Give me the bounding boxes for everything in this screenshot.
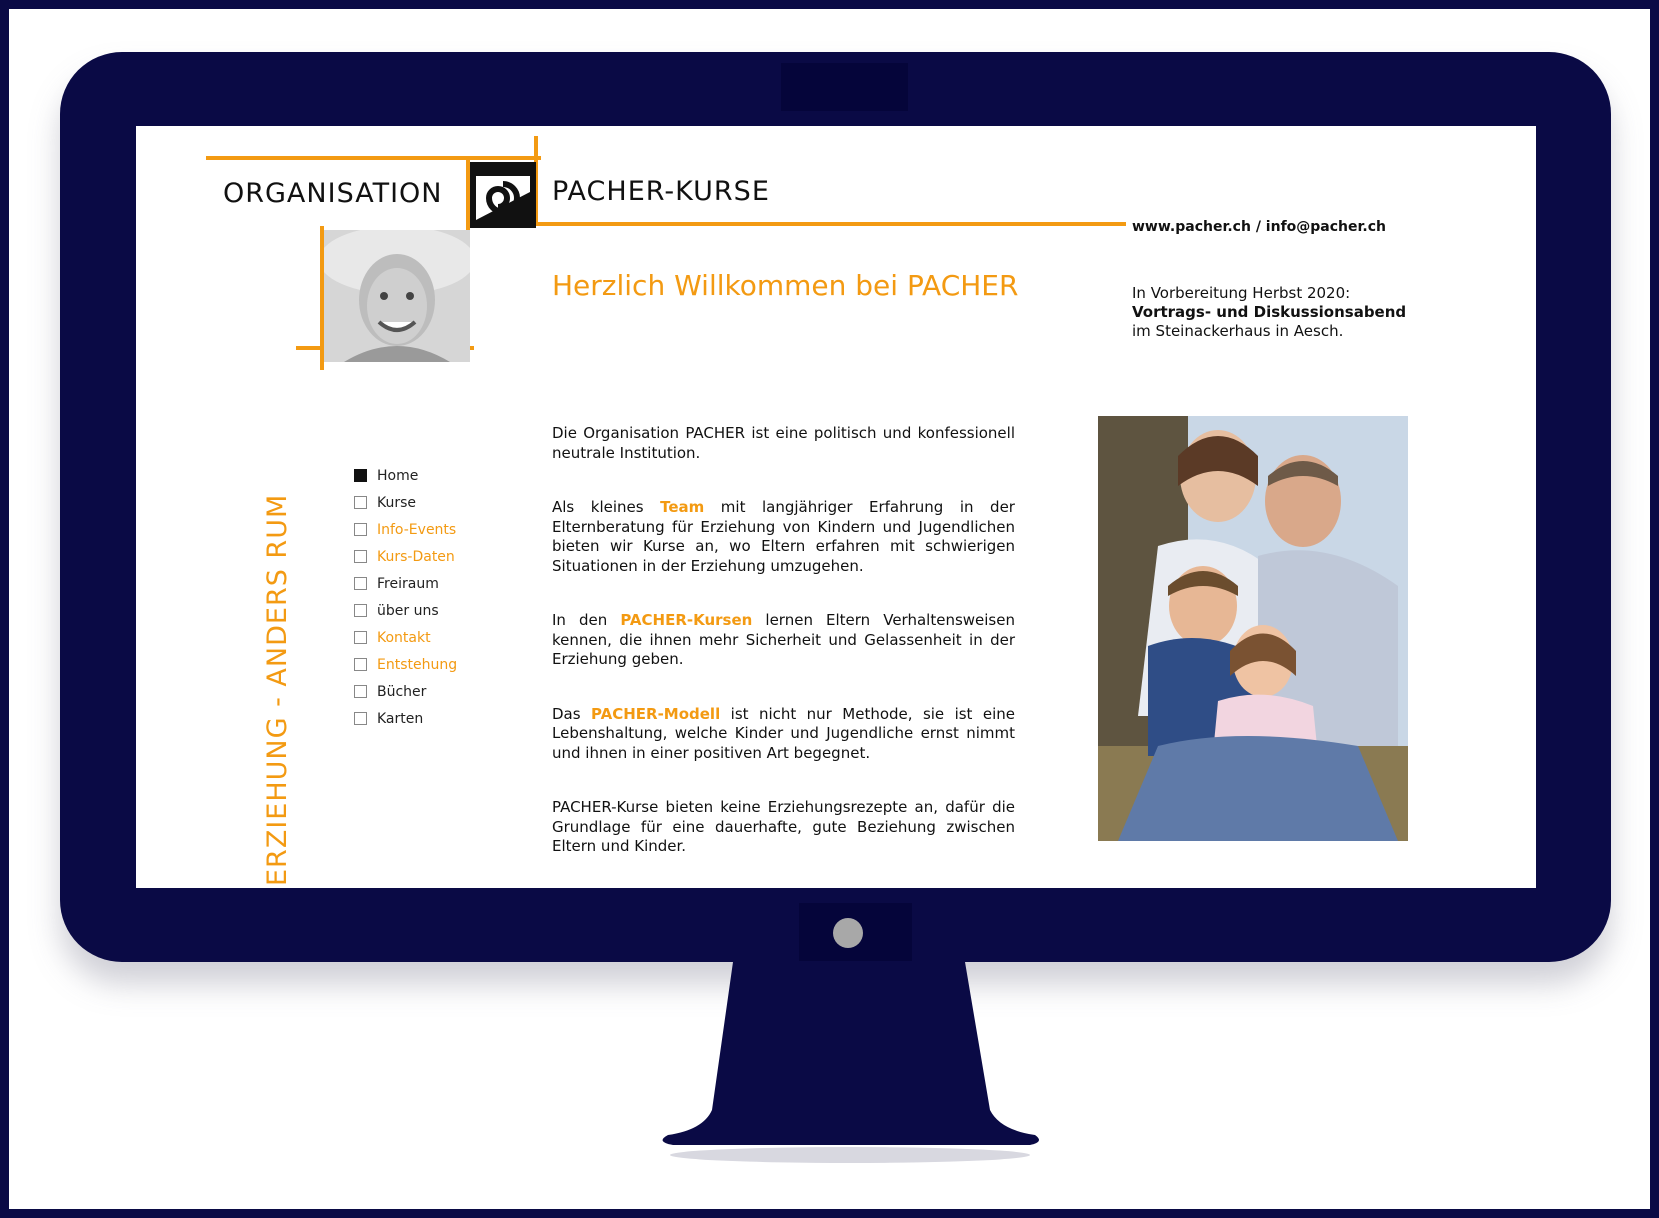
text: ist nicht nur Methode, sie ist eine Lebenshaltung, welche Kinder und Jugendliche ernst nimmt und ihnen in einer positiven Art begegnet.: [552, 704, 1015, 762]
pacher-kursen-link[interactable]: PACHER-Kursen: [620, 611, 753, 629]
nav-label: Bücher: [377, 683, 427, 700]
news-box: [1132, 284, 1406, 341]
team-link[interactable]: Team: [660, 498, 705, 516]
checkbox-icon: [354, 604, 367, 617]
child-portrait-image: [324, 230, 470, 362]
welcome-heading: Herzlich Willkommen bei PACHER: [552, 269, 1019, 302]
nav-label: Entstehung: [377, 656, 458, 673]
news-line-1: In Vorbereitung Herbst 2020:: [1132, 284, 1351, 302]
news-line-3: im Steinackerhaus in Aesch.: [1132, 322, 1344, 340]
header-line-main: [470, 222, 1126, 226]
checkbox-icon: [354, 685, 367, 698]
checkbox-icon: [354, 712, 367, 725]
brand-organisation: ORGANISATION: [223, 178, 443, 209]
nav-label: Kontakt: [377, 629, 431, 646]
vertical-tagline: ERZIEHUNG - ANDERS RUM: [262, 493, 293, 886]
contact-links[interactable]: www.pacher.ch / info@pacher.ch: [1132, 219, 1387, 235]
news-line-2: Vortrags- und Diskussionsabend: [1132, 303, 1407, 321]
nav-item-kurs-daten[interactable]: [354, 543, 457, 570]
paragraph-1: Die Organisation PACHER ist eine politisch und konfessionell neutrale Institution.: [552, 424, 1015, 462]
paragraph-2: [552, 498, 1015, 576]
text: Als kleines: [552, 498, 661, 516]
checkbox-icon: [354, 550, 367, 563]
paragraph-3: [552, 611, 1015, 670]
paragraph-5: PACHER-Kurse bieten keine Erziehungsrezepte an, dafür die Grundlage für eine dauerhafte, gute Beziehung zwischen Eltern und Kinder.: [552, 798, 1015, 855]
main-nav: [354, 462, 457, 732]
text: mit langjähriger Erfahrung in der Elternberatung für Erziehung von Kindern und Jugendlichen bieten wir Kurse an, wo Eltern erfahren mit schwierigen Situationen in der Erziehung umzugehen.: [552, 498, 1015, 575]
nav-item-buecher[interactable]: [354, 678, 457, 705]
checkbox-icon: [354, 631, 367, 644]
paragraph-4: [552, 705, 1015, 764]
nav-item-home[interactable]: [354, 462, 457, 489]
nav-item-karten[interactable]: [354, 705, 457, 732]
nav-item-kurse[interactable]: [354, 489, 457, 516]
checkbox-icon: [354, 496, 367, 509]
main-content: [552, 424, 1015, 888]
nav-label: über uns: [377, 602, 439, 619]
text: In den: [552, 611, 621, 629]
nav-label: Kurs-Daten: [377, 548, 455, 565]
checkbox-icon: [354, 658, 367, 671]
nav-label: Home: [377, 467, 419, 484]
website-screen: [136, 126, 1536, 888]
nav-item-ueber-uns[interactable]: [354, 597, 457, 624]
family-photo-image: [1098, 416, 1408, 841]
header-line-top: [206, 156, 541, 160]
text: lernen Eltern Verhaltensweisen kennen, die ihnen mehr Sicherheit und Gelassenheit in der Erziehung geben.: [552, 611, 1015, 668]
nav-label: Info-Events: [377, 521, 457, 538]
text: Das: [552, 704, 591, 723]
nav-label: Freiraum: [377, 575, 439, 592]
pacher-logo-icon[interactable]: [470, 162, 536, 228]
nav-label: Kurse: [377, 494, 417, 511]
nav-item-freiraum[interactable]: [354, 570, 457, 597]
pacher-modell-link[interactable]: PACHER-Modell: [590, 704, 721, 723]
nav-item-kontakt[interactable]: [354, 624, 457, 651]
nav-item-info-events[interactable]: [354, 516, 457, 543]
checkbox-icon: [354, 469, 367, 482]
brand-pacher-kurse: PACHER-KURSE: [552, 176, 770, 207]
nav-item-entstehung[interactable]: [354, 651, 457, 678]
checkbox-icon: [354, 577, 367, 590]
nav-label: Karten: [377, 710, 424, 727]
checkbox-icon: [354, 523, 367, 536]
